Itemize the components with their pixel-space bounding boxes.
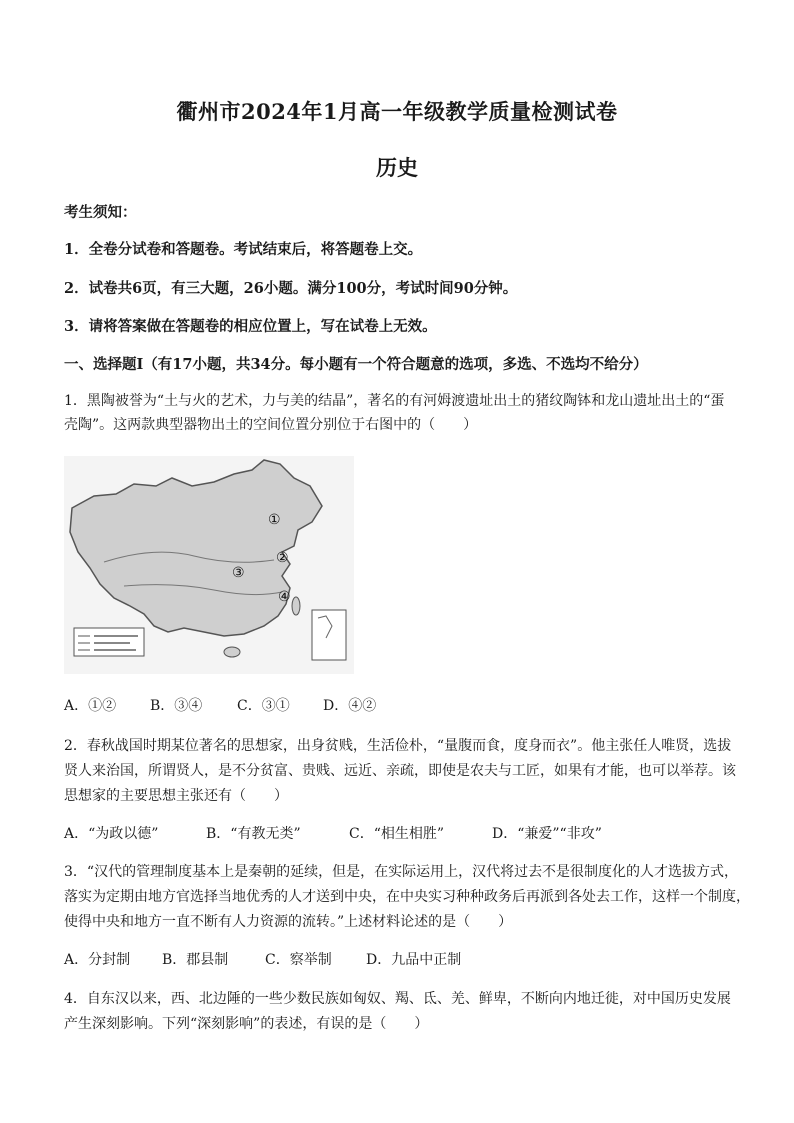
- q2-option-b[interactable]: B．“有教无类”: [206, 826, 301, 842]
- q2-text-line-2: 贤人来治国，所谓贤人，是不分贫富、贵贱、远近、亲疏，即使是农夫与工匠，如果有才能，也可以举荐。该: [64, 763, 736, 779]
- map-marker-3: ③: [232, 565, 245, 581]
- taiwan-island: [292, 597, 300, 615]
- q3-text-line-3: 使得中央和地方一直不断有人力资源的流转。”上述材料论述的是（ ）: [64, 914, 513, 930]
- q1-option-b[interactable]: B．③④: [150, 698, 203, 714]
- q2-option-a[interactable]: A．“为政以德”: [64, 826, 159, 842]
- q4-text-line-1: 4．自东汉以来，西、北边陲的一些少数民族如匈奴、羯、氐、羌、鲜卑，不断向内地迁徙，对中国历史发展: [64, 991, 731, 1007]
- q2-text-line-1: 2．春秋战国时期某位著名的思想家，出身贫贱，生活俭朴，“量腹而食，度身而衣”。他主张任人唯贤，选拔: [64, 738, 732, 754]
- notice-item-2: 2．试卷共6页，有三大题，26小题。满分100分，考试时间90分钟。: [64, 280, 518, 297]
- q3-text-line-1: 3．“汉代的管理制度基本上是秦朝的延续，但是，在实际运用上，汉代将过去不是很制度化的人才选拔方式，: [64, 864, 739, 880]
- q1-text-line-1: 1．黑陶被誉为“土与火的艺术，力与美的结晶”，著名的有河姆渡遗址出土的猪纹陶钵和龙山遗址出土的“蛋: [64, 393, 725, 409]
- map-marker-2: ②: [276, 550, 289, 566]
- q3-text-line-2: 落实为定期由地方官选择当地优秀的人才送到中央，在中央实习种种政务后再派到各处去工作，这样一个制度，: [64, 889, 750, 905]
- south-sea-inset: [312, 610, 346, 660]
- q1-option-d[interactable]: D．④②: [323, 698, 377, 714]
- notice-item-3: 3．请将答案做在答题卷的相应位置上，写在试卷上无效。: [64, 318, 437, 335]
- q2-option-d[interactable]: D．“兼爱”“非攻”: [492, 826, 602, 842]
- q2-option-c[interactable]: C．“相生相胜”: [349, 826, 445, 842]
- notice-item-1: 1．全卷分试卷和答题卷。考试结束后，将答题卷上交。: [64, 241, 423, 258]
- q1-option-a[interactable]: A．①②: [64, 698, 117, 714]
- hainan-island: [224, 647, 240, 657]
- exam-title: 衢州市2024年1月高一年级教学质量检测试卷: [176, 99, 618, 124]
- q3-option-a[interactable]: A．分封制: [64, 952, 131, 968]
- q2-text-line-3: 思想家的主要思想主张还有（ ）: [64, 788, 288, 804]
- subject-title: 历史: [376, 155, 418, 180]
- q1-text-line-2: 壳陶”。这两款典型器物出土的空间位置分别位于右图中的（ ）: [64, 417, 478, 433]
- q3-option-b[interactable]: B．郡县制: [162, 952, 229, 968]
- map-marker-4: ④: [278, 589, 291, 605]
- q1-option-c[interactable]: C．③①: [237, 698, 290, 714]
- china-map-figure: [64, 456, 354, 674]
- section-1-heading: 一、选择题Ⅰ（有17小题，共34分。每小题有一个符合题意的选项，多选、不选均不给分）: [64, 356, 648, 373]
- q3-option-c[interactable]: C．察举制: [265, 952, 332, 968]
- q3-option-d[interactable]: D．九品中正制: [366, 952, 462, 968]
- map-marker-1: ①: [268, 512, 281, 528]
- q4-text-line-2: 产生深刻影响。下列“深刻影响”的表述，有误的是（ ）: [64, 1016, 429, 1032]
- china-map-svg: [64, 456, 354, 674]
- notice-heading: 考生须知：: [64, 204, 137, 221]
